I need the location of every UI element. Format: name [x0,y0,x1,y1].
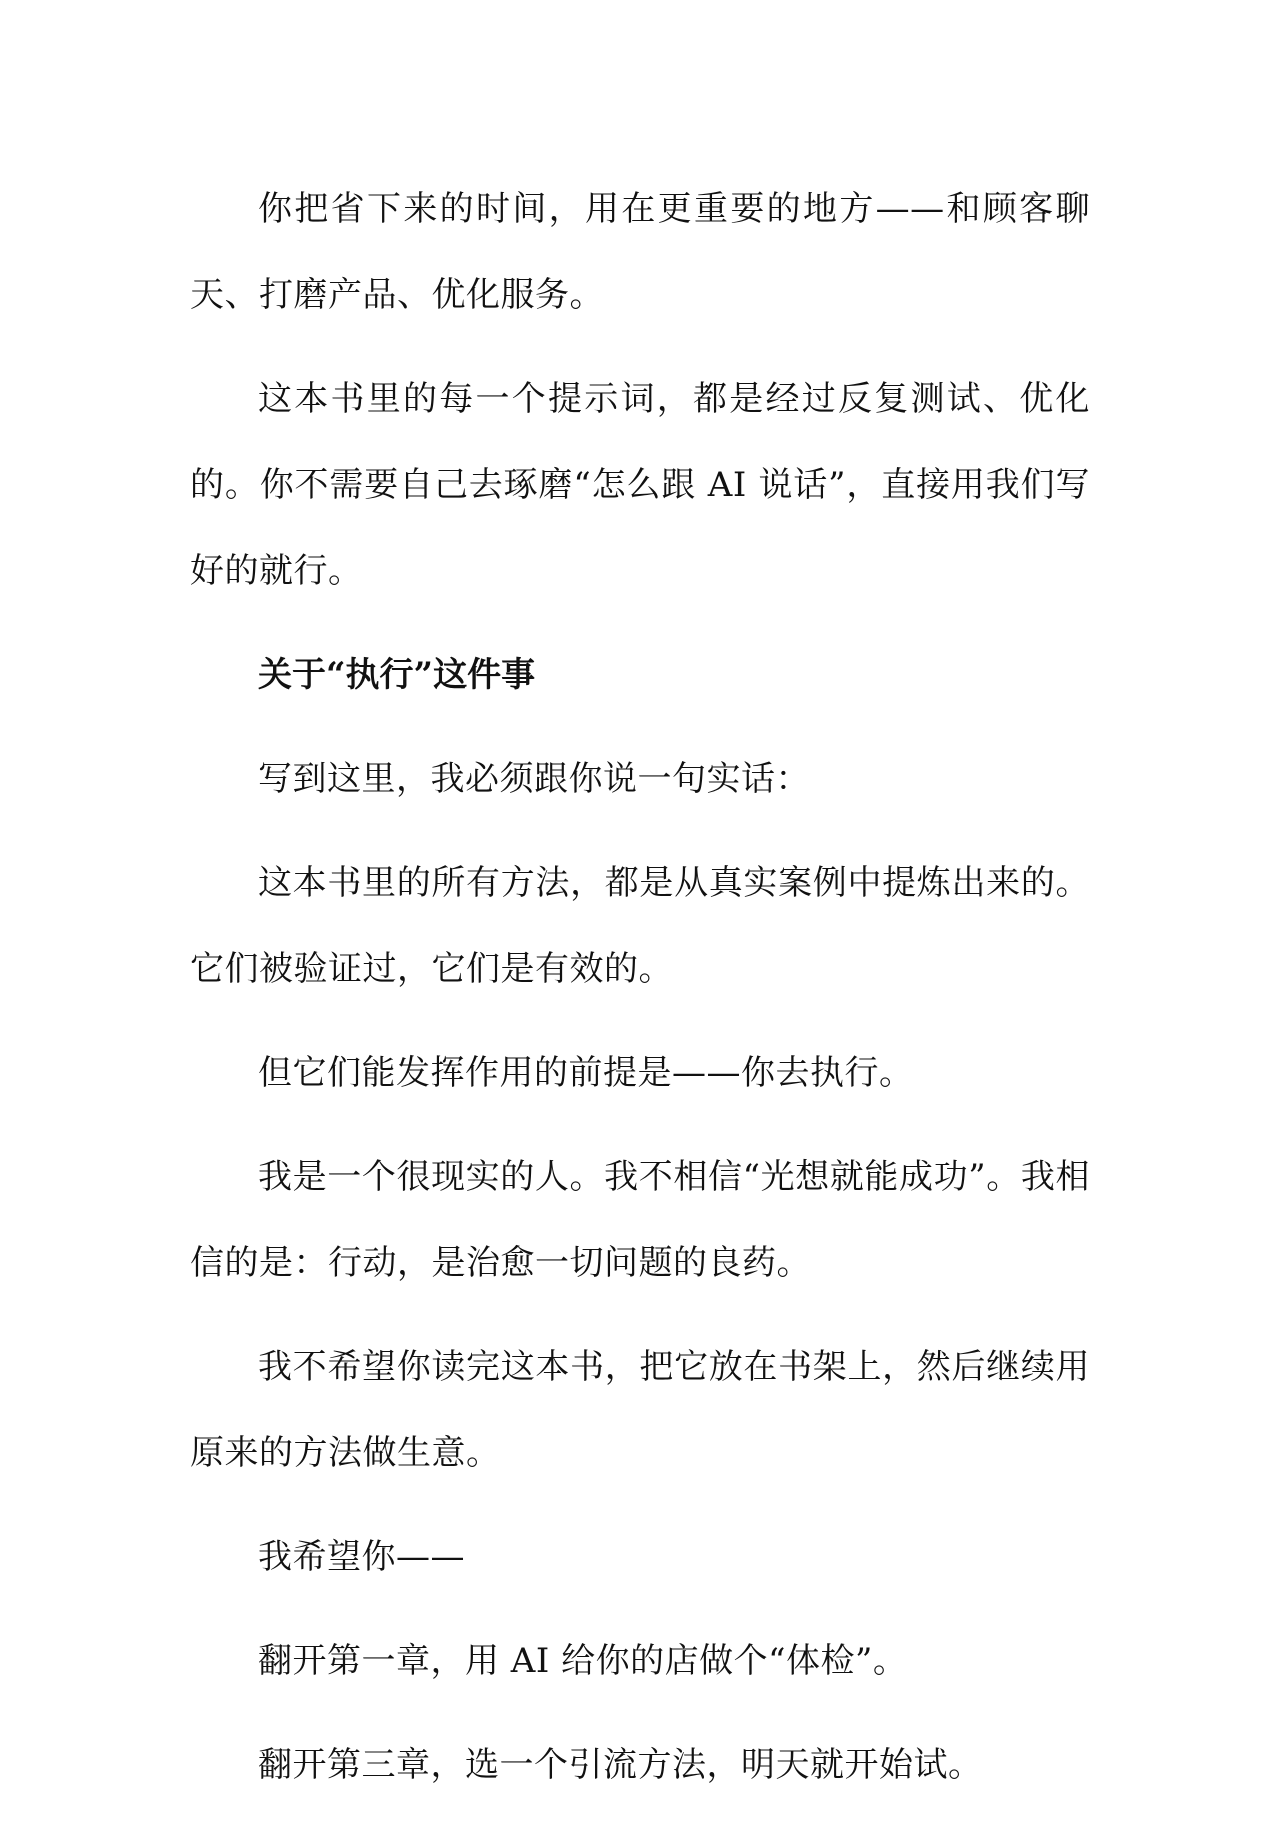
paragraph-bookshelf: 我不希望你读完这本书，把它放在书架上，然后继续用原来的方法做生意。 [190,1347,1090,1473]
paragraph-prompts: 这本书里的每一个提示词，都是经过反复测试、优化的。你不需要自己去琢磨“怎么跟 AI 说话”，直接用我们写好的就行。 [190,379,1090,591]
paragraph-chapter-three: 翻开第三章，选一个引流方法，明天就开始试。 [258,1745,983,1785]
paragraph-hope: 我希望你—— [258,1537,465,1577]
paragraph-chapter-one: 翻开第一章，用 AI 给你的店做个“体检”。 [258,1641,908,1681]
section-heading: 关于“执行”这件事 [258,655,536,695]
paragraph-realist: 我是一个很现实的人。我不相信“光想就能成功”。我相信的是：行动，是治愈一切问题的良药。 [190,1157,1090,1283]
paragraph-truth: 写到这里，我必须跟你说一句实话： [258,759,810,799]
document-body [190,166,1090,1826]
paragraph-methods: 这本书里的所有方法，都是从真实案例中提炼出来的。它们被验证过，它们是有效的。 [190,863,1090,989]
paragraph-premise: 但它们能发挥作用的前提是——你去执行。 [258,1053,914,1093]
paragraph-time-saved: 你把省下来的时间，用在更重要的地方——和顾客聊天、打磨产品、优化服务。 [190,189,1090,315]
